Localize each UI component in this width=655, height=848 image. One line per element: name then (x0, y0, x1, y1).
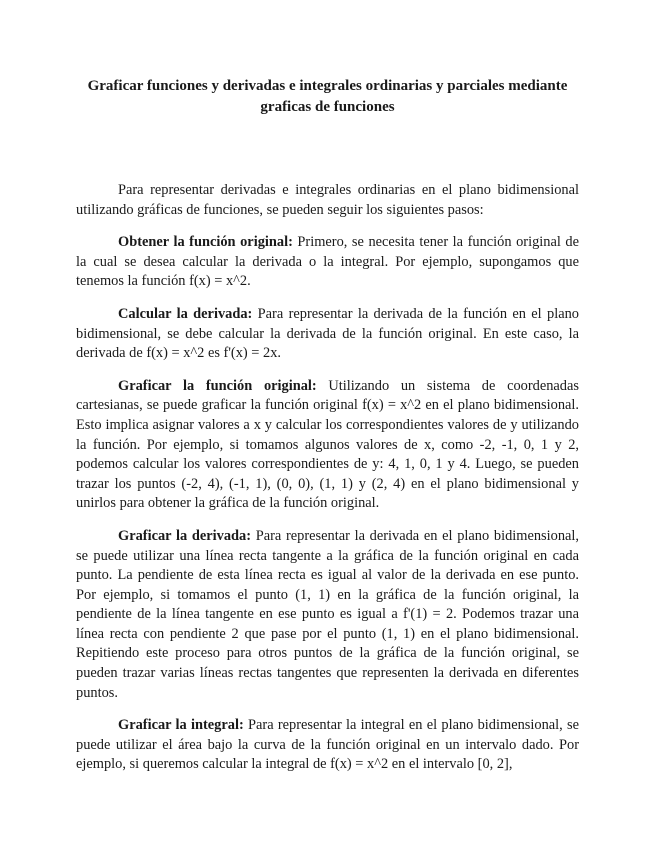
step-paragraph-obtener (76, 233, 579, 292)
step-text: Utilizando un sistema de coordenadas cartesianas, se puede graficar la función original f(x) = x^2 en el plano bidimensional. Esto implica asignar valores a x y calcular los correspondientes valores de y utilizando la función. Por ejemplo, si tomamos algunos valores de x, como -2, -1, 0, 1 y 2, podemos calcular los valores correspondientes de y: 4, 1, 0, 1 y 4. Luego, se pueden trazar los puntos (-2, 4), (-1, 1), (0, 0), (1, 1) y (2, 4) en el plano bidimensional y unirlos para obtener la gráfica de la función original. (76, 377, 579, 512)
step-text: Para representar la integral en el plano bidimensional, se puede utilizar el área bajo la curva de la función original en un intervalo dado. Por ejemplo, si queremos calcular la integral de f(x) = x^2 en el intervalo [0, 2], (76, 717, 579, 773)
page-title: Graficar funciones y derivadas e integrales ordinarias y parciales mediante graficas de funciones (87, 78, 568, 115)
step-text: Para representar la derivada en el plano bidimensional, se puede utilizar una línea recta tangente a la gráfica de la función original en cada punto. La pendiente de esta línea recta es igual al valor de la derivada en ese punto. Por ejemplo, si tomamos el punto (1, 1) en la gráfica de la función original, la pendiente de la línea tangente en ese punto es igual a f'(1) = 2. Podemos trazar una línea recta con pendiente 2 que pase por el punto (1, 1) en el plano bidimensional. Repitiendo este proceso para otros puntos de la gráfica de la función original, se pueden trazar varias líneas rectas tangentes que representen la derivada en diferentes puntos. (76, 527, 580, 701)
step-paragraph-graficar-derivada (76, 527, 579, 703)
step-heading: Calcular la derivada: (118, 305, 253, 322)
step-text: Primero, se necesita tener la función original de la cual se desea calcular la derivada o la integral. Por ejemplo, supongamos que tenemos la función f(x) = x^2. (76, 234, 579, 290)
step-paragraph-graficar-funcion (76, 377, 579, 514)
step-paragraph-calcular-derivada (76, 305, 579, 364)
step-heading: Obtener la función original: (118, 234, 293, 251)
document-page (76, 76, 579, 788)
step-text: Para representar la derivada de la función en el plano bidimensional, se debe calcular la derivada de la función original. En este caso, la derivada de f(x) = x^2 es f'(x) = 2x. (76, 305, 579, 362)
step-heading: Graficar la derivada: (118, 527, 252, 544)
step-heading: Graficar la integral: (118, 717, 244, 734)
document-body (76, 181, 579, 775)
step-heading: Graficar la función original: (118, 377, 317, 394)
step-paragraph-graficar-integral (76, 716, 579, 775)
intro-paragraph: Para representar derivadas e integrales ordinarias en el plano bidimensional utilizando gráficas de funciones, se pueden seguir los siguientes pasos: (76, 182, 579, 218)
